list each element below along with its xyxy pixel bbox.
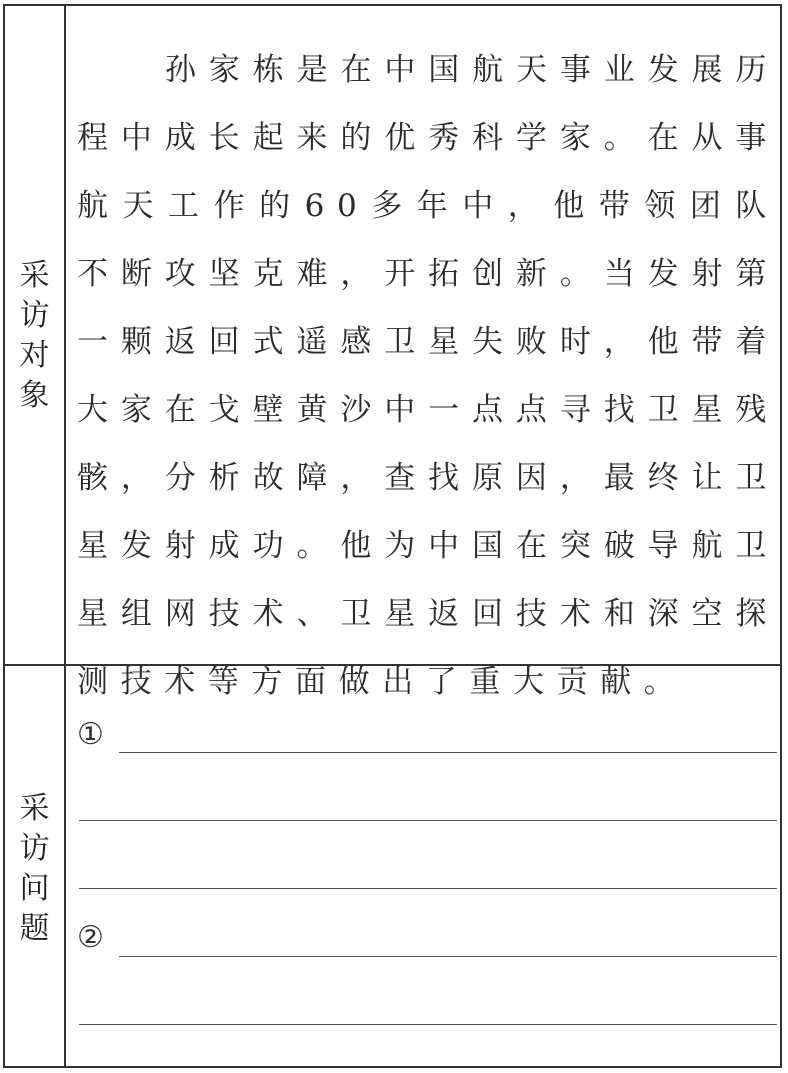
answer-line-3[interactable]	[79, 888, 777, 889]
question-number-1: ①	[77, 717, 104, 752]
column-divider	[64, 6, 66, 1066]
label-char: 问	[19, 871, 50, 906]
label-char: 访	[19, 298, 50, 333]
answer-line-4[interactable]	[119, 956, 777, 957]
label-char: 题	[19, 911, 50, 946]
label-char: 采	[19, 258, 50, 293]
label-char: 采	[19, 791, 50, 826]
answer-line-1[interactable]	[119, 752, 777, 753]
label-char: 象	[19, 378, 50, 413]
interview-table	[3, 4, 782, 1068]
question-number-2: ②	[77, 920, 104, 955]
answer-line-5[interactable]	[79, 1024, 777, 1025]
interview-questions-label	[5, 789, 64, 949]
interview-subject-label	[5, 256, 64, 416]
answer-line-2[interactable]	[79, 820, 777, 821]
label-char: 对	[19, 338, 50, 373]
label-char: 访	[19, 831, 50, 866]
subject-passage: 孙家栋是在中国航天事业发展历程中成长起来的优秀科学家。在从事航天工作的60多年中，他带领团队不断攻坚克难，开拓创新。当发射第一颗返回式遥感卫星失败时，他带着大家在戈壁黄沙中一点点寻找卫星残骸，分析故障，查找原因，最终让卫星发射成功。他为中国在突破导航卫星组网技术、卫星返回技术和深空探测技术等方面做出了重大贡献。	[77, 52, 779, 700]
